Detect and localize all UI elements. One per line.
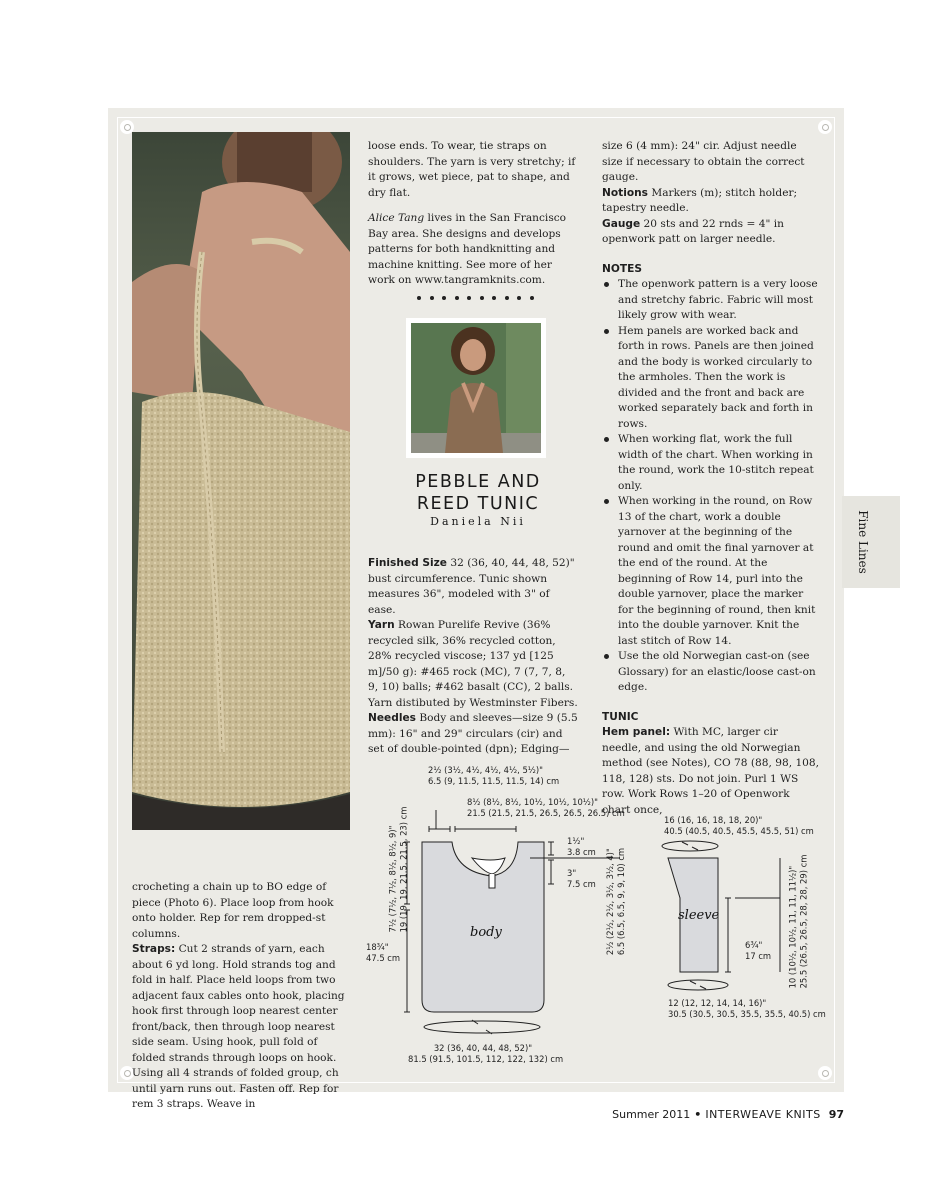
neck-depth-label: 3" 7.5 cm (567, 868, 596, 889)
tunic-heading: TUNIC (602, 710, 639, 723)
hem-panel-heading: Hem panel: (602, 726, 671, 738)
length-label: 7½ (7½, 7½, 8½, 8½, 9)" 19 (19, 19, 21.5, 21.5, 23) cm (387, 806, 408, 933)
author-name: Daniela Nii (430, 515, 526, 528)
title-line-1: PEBBLE AND (415, 472, 541, 492)
gauge-text: 20 sts and 22 rnds = 4" in openwork patt on larger needle. (602, 217, 784, 245)
yarn-text: Rowan Purelife Revive (36% recycled silk, 36% recycled cotton, 28% recycled viscose; 137 yd [125 m]/50 g): #465 rock (MC), 7 (7, 7, 8, 9, 10) balls; #462 basalt (CC), 2 balls. Yarn distibuted by Westminster Fibers. (368, 619, 578, 709)
strap-label: 1½" 3.8 cm (567, 836, 596, 857)
sleeve-side-label: 10 (10½, 10½, 11, 11, 11½)" 25.5 (26.5, 26.5, 28, 28, 29) cm (787, 854, 808, 989)
top-width-label: 2½ (3½, 4½, 4½, 4½, 5½)" 6.5 (9, 11.5, 11.5, 11.5, 14) cm (428, 765, 560, 786)
armhole-depth-label: 2½ (2½, 2½, 3½, 3½, 4)" 6.5 (6.5, 6.5, 9, 9, 10) cm (605, 847, 626, 956)
designer-name: Alice Tang (368, 212, 425, 224)
gauge-heading: Gauge (602, 217, 641, 230)
body-label: body (470, 925, 502, 940)
note-item: The openwork pattern is a very loose and stretchy fabric. Fabric will most likely grow with wear. (602, 277, 820, 324)
straps-heading: Straps: (132, 943, 176, 955)
straps-text: Cut 2 strands of yarn, each about 6 yd long. Hold strands tog and fold in half. Place held loops from two adjacent faux cables onto hook, placing hook first through loop nearest center front/back, then through loop nearest side seam. Using hook, pull fold of folded strands through loops on hook. Using all 4 strands of folded group, ch until yarn runs out. Fasten off. Rep for rem 3 straps. Weave in (132, 943, 345, 1110)
designer-bio-text: lives in the San Francisco Bay area. She designs and develops patterns for both handknitting and machine knitting. See more of her work on www.tangramknits.com. (368, 212, 567, 286)
issue-date: Summer 2011 (612, 1108, 691, 1121)
paragraph: loose ends. To wear, tie straps on shoulders. The yarn is very stretchy; if it grows, wet piece, pat to shape, and dry flat. (368, 140, 576, 199)
finished-size-text: 32 (36, 40, 44, 48, 52)" bust circumference. Tunic shown measures 36", modeled with 3" of ease. (368, 557, 575, 616)
notions-heading: Notions (602, 186, 648, 199)
neck-width-label: 8½ (8½, 8½, 10½, 10½, 10½)" 21.5 (21.5, 21.5, 26.5, 26.5, 26.5) cm (467, 797, 625, 818)
sleeve-bottom-label: 12 (12, 12, 14, 14, 16)" 30.5 (30.5, 30.5, 35.5, 35.5, 40.5) cm (668, 998, 826, 1019)
paragraph: size 6 (4 mm): 24" cir. Adjust needle size if necessary to obtain the correct gauge. (602, 140, 805, 183)
notes-heading: NOTES (602, 262, 642, 275)
finished-size-heading: Finished Size (368, 557, 447, 569)
sleeve-length-label: 6¾" 17 cm (745, 940, 772, 961)
yarn-heading: Yarn (368, 619, 395, 631)
title-line-2: REED TUNIC (416, 494, 540, 514)
hem-width-label: 32 (36, 40, 44, 48, 52)" 81.5 (91.5, 101.5, 112, 122, 132) cm (408, 1043, 564, 1064)
note-item: Hem panels are worked back and forth in rows. Panels are then joined and the body is worked circularly to the armholes. Then the work is divided and the front and back are worked separately back and forth in rows. (602, 324, 820, 433)
sleeve-top-label: 16 (16, 16, 18, 18, 20)" 40.5 (40.5, 40.5, 45.5, 45.5, 51) cm (664, 815, 814, 836)
note-item: Use the old Norwegian cast-on (see Glossary) for an elastic/loose cast-on edge. (602, 649, 820, 696)
notions-text: Markers (m); stitch holder; tapestry needle. (602, 186, 798, 214)
hem-panel-text: With MC, larger cir needle, and using the old Norwegian method (see Notes), CO 78 (88, 98, 108, 118, 128) sts. Do not join. Purl 1 WS row. Work Rows 1–20 of Openwork chart once, (602, 726, 820, 816)
section-tab-label: Fine Lines (856, 510, 870, 574)
page-footer: Summer 2011 • INTERWEAVE KNITS 97 (612, 1108, 844, 1121)
body-length-label: 18¾" 47.5 cm (366, 942, 401, 963)
note-item: When working in the round, on Row 13 of the chart, work a double yarnover at the beginning of the round and omit the final yarnover at the end of the round. At the beginning of Row 14, purl into the double yarnover, place the marker for the beginning of round, then knit into the double yarnover. Knit the last stitch of Row 14. (602, 494, 820, 649)
note-item: When working flat, work the full width of the chart. When working in the round, work the 10-stitch repeat only. (602, 432, 820, 494)
paragraph: crocheting a chain up to BO edge of piece (Photo 6). Place loop from hook onto holder. Rep for rem dropped-st columns. (132, 881, 334, 940)
page-number: 97 (828, 1108, 844, 1121)
needles-text: Body and sleeves—size 9 (5.5 mm): 16" and 29" circulars (cir) and set of double-pointed (dpn); Edging— (368, 712, 578, 755)
magazine-name: INTERWEAVE KNITS (705, 1108, 821, 1121)
sleeve-label: sleeve (678, 908, 720, 923)
needles-heading: Needles (368, 712, 416, 724)
